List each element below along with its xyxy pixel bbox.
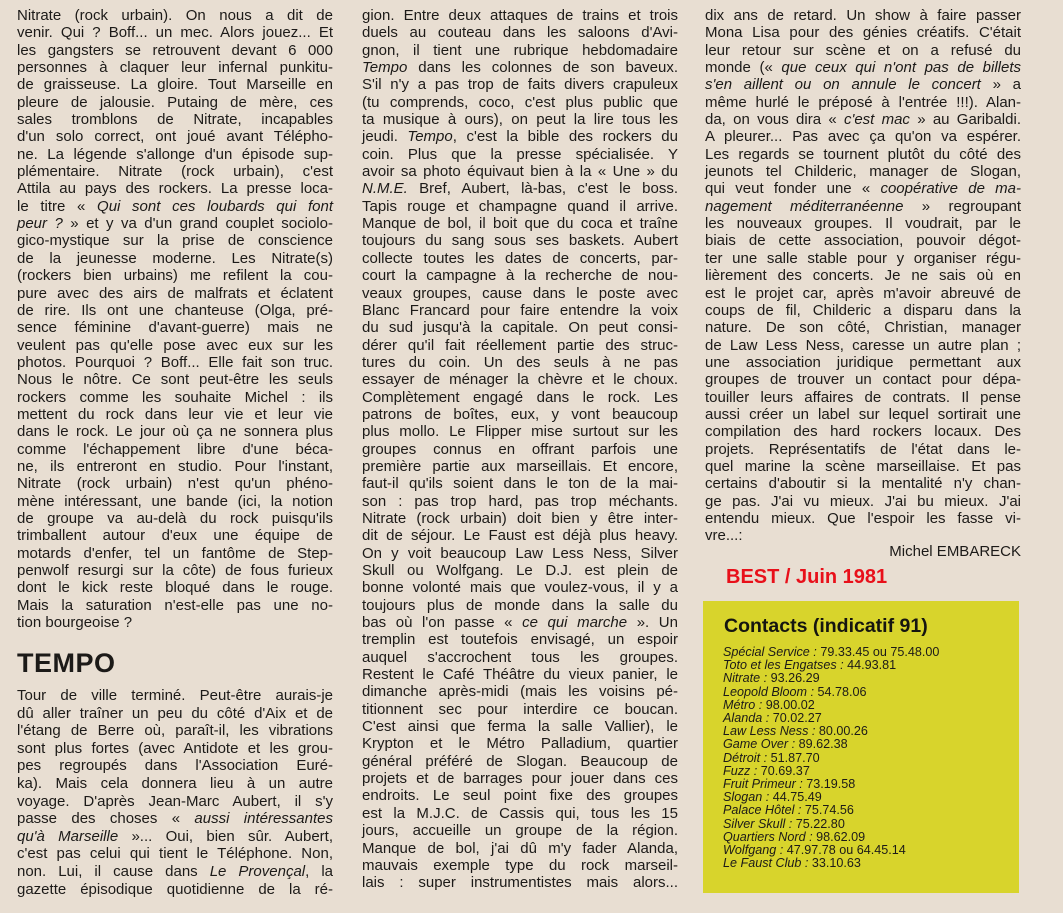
text-line: Attila au pays des rockers. La presse loca- [17,180,333,198]
text-line [705,76,1021,93]
text-line: Nitrate (rock urbain) doit bien y être inter- [362,509,678,527]
text-line: C'est ainsi que ferma la salle Vallier), le [362,718,678,736]
text-line [17,215,333,232]
text-line: Manque de bol, il boit que du coca et traîne [362,215,678,233]
text-line: veaux groupes, cause dans le poste avec [362,284,678,302]
text-line: gico-mystique sur la prise de conscience [17,232,333,250]
text-line: Nitrate (rock urbain) n'est qu'un phéno- [17,475,333,493]
italic-text: peur ? [17,215,63,233]
text-line [17,828,333,846]
text-line: Nitrate (rock urbain). On nous a dit de [17,7,333,24]
text-line: rockers comme les souhaite Michel : ils [17,388,333,406]
text-segment: jeudi. [362,128,408,146]
contact-phone: 70.69.37 [760,763,810,778]
text-line: touiller leurs affaires de contrats. Il pense [705,388,1021,406]
text-line: gnon, il tient une rubrique hebdomadaire [362,41,678,59]
italic-text: N.M.E. [362,180,408,198]
text-line: toujours plus de monde dans la salle du [362,596,678,614]
contact-entry: Slogan : 44.75.49 [723,790,822,805]
text-line: Blanc Francard pour faire entendre la voix [362,301,678,319]
contact-phone: 75.74.56 [804,803,854,818]
text-line: auquel s'accrochent tous les groupes. [362,648,678,666]
text-line: mène intéressant, une bande (ici, la notion [17,492,333,510]
text-line: mauvais exemple type du rock marseil- [362,856,678,874]
article-column-3 [705,7,1021,545]
text-line: tures du coin. Un des seuls à ne pas [362,353,678,371]
text-line [705,111,1021,128]
text-line: faut-il qu'ils soient dans le ton de la mai- [362,475,678,493]
contact-entry: Le Faust Club : 33.10.63 [723,856,861,871]
contact-name: Wolfgang [723,843,777,858]
text-line [17,863,333,881]
contact-phone: 33.10.63 [811,856,861,871]
text-line: tion bourgeoise ? [17,614,133,632]
text-line [705,198,1021,215]
contact-entry: Détroit : 51.87.70 [723,750,820,765]
text-line: gazette épisodique quotidienne de la ré- [17,880,333,898]
contact-phone: 75.22.80 [795,816,845,831]
text-line: penwolf resurgi sur la côte) de fous furieux [17,562,333,579]
source-caption: BEST / Juin 1981 [726,566,888,588]
text-segment: monde (« [705,59,782,77]
text-line [362,128,678,145]
contact-name: Fuzz [723,763,751,778]
text-line: vre...: [705,527,743,545]
text-line [362,180,678,197]
text-line: première partie aux marseillais. Et encore, [362,457,678,475]
text-line: dont le kick reste bloqué dans le rouge. [17,579,333,597]
text-line: projets et de barrages pour jouer dans ces [362,770,678,788]
article-column-1 [17,7,333,631]
text-line: Tour de ville terminé. Peut-être aurais-je [17,687,333,704]
text-line: (rockers bien urbains) me refilent la cou- [17,267,333,285]
text-line: est la M.J.C. de Cassis qui, tous les 15 [362,804,678,822]
contact-entry: Game Over : 89.62.38 [723,737,848,752]
text-segment: » et y va d'un grand couplet sociolo- [62,215,333,233]
text-line [362,614,678,631]
contact-name: Silver Skull [723,816,786,831]
contact-entry: Métro : 98.00.02 [723,697,815,712]
text-segment: , c'est la bible des rockers du [452,128,678,146]
text-segment: qui veut fonder une « [705,180,881,198]
contact-entry: Silver Skull : 75.22.80 [723,816,845,831]
text-line: coin. Plus que la presse spécialisée. Y [362,145,678,163]
contact-entry: Nitrate : 93.26.29 [723,671,820,686]
text-segment: » a [980,76,1021,94]
text-line: les gangsters se retrouvent devant 6 000 [17,41,333,59]
italic-text: Qui sont ces loubards qui font [97,197,333,215]
text-line: Mais la saturation n'est-elle pas une no- [17,596,333,614]
text-line: jours, accueille un groupe de la région. [362,822,678,840]
italic-text: que ceux qui n'ont pas de billets [781,59,1021,77]
text-line: quel marine la scène marseillaise. Et pas [705,457,1021,475]
contact-entry: Toto et les Engatses : 44.93.81 [723,658,897,673]
contact-name: Palace Hôtel [723,803,795,818]
text-line: tremplin est toutefois envisagé, un espoir [362,631,678,649]
text-line: dérer qu'il fait réellement partie des struc- [362,336,678,354]
contact-phone: 93.26.29 [770,671,820,686]
text-segment: non. Lui, il cause dans [17,862,210,880]
text-line: ka). Mais cela donnera lieu à un autre [17,774,333,792]
italic-text: coopérative de ma- [880,180,1022,198]
contact-phone: 44.93.81 [847,658,897,673]
contact-entry: Alanda : 70.02.27 [723,711,822,726]
text-line [705,180,1021,197]
text-line: dix ans de retard. Un show à faire passer [705,7,1021,24]
text-line: leur retour sur scène et on a refusé du [705,41,1021,59]
text-segment: » regroupant [903,197,1021,215]
contact-phone: 73.19.58 [806,777,856,792]
text-line: aussi créer un label sur lequel sortirait une [705,405,1021,423]
text-line: A pleurer... Pas avec ça qu'on va espérer. [705,128,1021,146]
text-line: ter une salle stable pour y organiser régu- [705,249,1021,267]
text-segment: le titre « [17,197,98,215]
contact-name: Nitrate [723,671,761,686]
text-line: est le projet car, après m'avoir abreuvé de [705,284,1021,302]
text-line: son : pas trop hard, pas trop méchants. [362,492,678,510]
text-line: nature. De son côté, Christian, manager [705,319,1021,337]
section-heading-tempo: TEMPO [17,648,116,678]
text-line: Manque de bol, j'ai dû m'y fader Alanda, [362,839,678,857]
italic-text: Tempo [407,128,453,146]
text-line: Skull ou Wolfgang. Le D.J. est plein de [362,562,678,579]
text-line: groupes de trouver un contact pour dépa- [705,371,1021,389]
contact-phone: 47.97.78 ou 64.45.14 [786,843,906,858]
contact-phone: 80.00.26 [818,724,868,739]
text-line: ta musique à ours), on peut la lire tous les [362,111,678,129]
text-line: pes regroupés dans l'Association Euré- [17,757,333,775]
text-line: certains d'aboutir si la mentalité n'y chan- [705,475,1021,493]
contact-name: Fruit Primeur [723,777,796,792]
text-line: pure avec des airs de malfrats et éclatent [17,284,333,302]
text-line: lais : super instrumentistes mais alors... [362,874,678,892]
contact-name: Law Less Ness [723,724,809,739]
text-line: groupes connus en offrant parfois une [362,440,678,458]
text-line: Tapis rouge et champagne quand il arrive. [362,197,678,215]
contacts-box [703,601,1019,893]
text-line: titionnent sec pour interdire ce boucan. [362,700,678,718]
text-line: Nous le nôtre. Ce sont peut-être les seuls [17,371,333,389]
text-segment: dans les colonnes de son baveux. [407,59,678,77]
italic-text: nagement méditerranéenne [705,197,904,215]
italic-text: c'est mac [843,111,910,129]
text-line: de graisseuse. La gloire. Tout Marseille en [17,76,333,94]
contact-phone: 98.62.09 [816,829,866,844]
text-line: gion. Entre deux attaques de trains et trois [362,7,678,24]
italic-text: aussi intéressantes [194,810,333,828]
text-line: mettent du rock dans leur vie et leur vie [17,405,333,423]
tempo-section-text [17,687,333,898]
contact-phone: 98.00.02 [765,697,815,712]
text-segment: »... Oui, bien sûr. Aubert, [118,827,333,845]
text-line: photos. Pourquoi ? Boff... Elle fait son truc. [17,353,333,371]
contact-name: Toto et les Engatses [723,658,837,673]
text-line: patrons de boîtes, eux, y vont beaucoup [362,405,678,423]
text-line: Restent le Café Théâtre du vieux panier, le [362,666,678,684]
text-line: de la jeunesse moderne. Les Nitrate(s) [17,249,333,267]
contact-entry: Quartiers Nord : 98.62.09 [723,829,866,844]
text-line: biais de cette association, pouvoir dégot- [705,232,1021,250]
text-line: dit de séjour. Le Faust est déjà plus heavy. [362,527,678,545]
text-line: veulent pas qu'elle pose avec eux sur les [17,336,333,354]
text-line [17,810,333,828]
text-line: une association juridique permettant aux [705,353,1021,371]
text-line: les nouveaux groupes. Il voudrait, par le [705,215,1021,233]
contact-phone: 44.75.49 [772,790,822,805]
text-line [705,59,1021,76]
author-signature: Michel EMBARECK [889,543,1021,560]
text-line: collecte toutes les dates de concerts, par- [362,249,678,267]
italic-text: Tempo [362,59,408,77]
text-line: d'un solo correct, ont joué avant Télépho- [17,128,333,146]
contact-entry: Law Less Ness : 80.00.26 [723,724,868,739]
contact-name: Game Over [723,737,789,752]
text-line: duels au couteau dans les saloons d'Avi- [362,24,678,42]
contacts-title: Contacts (indicatif 91) [724,615,928,637]
text-line: toujours du sang sous ses baskets. Aubert [362,232,678,250]
text-line: ne, ils entreront en studio. Pour l'instant, [17,457,333,475]
contact-entry: Fruit Primeur : 73.19.58 [723,777,856,792]
italic-text: s'en aillent ou on annule le concert [705,76,981,94]
text-line: venir. Qui ? Boff... un mec. Alors jouez... Et [17,24,333,42]
text-line: du sud jusqu'à la capitale. On peut consi- [362,319,678,337]
text-line: avoir sa photo équivaut bien à la « Une » du [362,163,678,181]
contact-entry: Fuzz : 70.69.37 [723,763,810,778]
text-segment: passe des choses « [17,810,195,828]
text-line: de groupe va au-delà du rock puisqu'ils [17,509,333,527]
text-line [362,59,678,76]
contact-name: Leopold Bloom [723,684,808,699]
contact-phone: 54.78.06 [817,684,867,699]
text-segment: Bref, Aubert, là-bas, c'est le boss. [407,180,678,198]
text-line: motards d'enfer, tel un fantôme de Step- [17,544,333,562]
text-line: même hurlé le préposé à l'entrée !!!). Alan- [705,93,1021,111]
contact-name: Quartiers Nord [723,829,806,844]
text-line: général préféré de Slogan. Beaucoup de [362,752,678,770]
contacts-list [723,646,939,870]
text-line: bonne volonté mais que voulez-vous, il y a [362,579,678,597]
text-line: dans le rock. Le jour où ça ne sonnera plus [17,423,333,441]
text-line: court la campagne à la recherche de nou- [362,267,678,285]
text-line: Krypton et le Métro Palladium, quartier [362,735,678,753]
contact-name: Détroit [723,750,761,765]
contact-name: Alanda [723,711,763,726]
text-line: c'est pas celui qui tient le Téléphone. Non, [17,845,333,863]
text-line: S'il n'y a pas trop de faits divers crapuleux [362,76,678,94]
text-line: ge pas. J'ai vu mieux. J'ai bu mieux. J'ai [705,492,1021,510]
text-segment: , la [305,862,334,880]
text-line: compilation des hard rockers locaux. Des [705,423,1021,441]
contact-entry: Wolfgang : 47.97.78 ou 64.45.14 [723,843,906,858]
contact-phone: 51.87.70 [770,750,820,765]
text-line: de rire. Ils ont une chanteuse (Olga, pré- [17,301,333,319]
text-line: endroits. Le seul point fixe des groupes [362,787,678,805]
contact-entry: Spécial Service : 79.33.45 ou 75.48.00 [723,645,940,659]
text-line: jeunots tel Childeric, manager de Slogan, [705,163,1021,181]
text-line: Mona Lisa pour des génies créatifs. C'était [705,24,1021,42]
text-line: voyage. D'après Jean-Marc Aubert, il s'y [17,792,333,810]
text-line: projets. Représentatifs de l'état dans le- [705,440,1021,458]
text-line: Les regards se tournent plutôt du côté des [705,145,1021,163]
contact-entry: Palace Hôtel : 75.74.56 [723,803,854,818]
contact-phone: 70.02.27 [772,711,822,726]
text-line: entendu mieux. Que l'espoir les fasse vi- [705,509,1021,527]
text-line: plus mollo. Le Flipper mise surtout sur les [362,423,678,441]
text-line: coups de fil, Childeric a disparu dans la [705,301,1021,319]
contact-name: Spécial Service [723,645,810,659]
text-line: sont plus fortes (avec Antidote et les grou- [17,739,333,757]
text-line: personnes à claquer leur infernal punkitu- [17,59,333,77]
text-line: de Law Less Ness, caresse un autre plan ; [705,336,1021,354]
text-segment: da, on vous dira « [705,111,844,129]
text-line: dû aller traîner un peu du côté d'Aix et de [17,704,333,722]
text-line: sales tromblons de Nitrate, incapables [17,111,333,129]
text-segment: ». Un [627,614,678,632]
italic-text: qu'à Marseille [17,827,119,845]
text-segment: bas où l'on passe « [362,614,523,632]
article-column-2 [362,7,678,892]
text-line: ne. La légende s'allonge d'un épisode sup- [17,145,333,163]
text-line: plémentaire. Nitrate (rock urbain), c'est [17,163,333,181]
text-line: pleure de jalousie. Putaing de mère, ces [17,93,333,111]
contact-entry: Leopold Bloom : 54.78.06 [723,684,867,699]
contact-phone: 89.62.38 [798,737,848,752]
text-line: l'étang de Berre où, paraît-il, les vibrations [17,722,333,740]
contact-phone: 79.33.45 ou 75.48.00 [820,645,940,659]
italic-text: ce qui marche [522,614,628,632]
contact-name: Slogan [723,790,763,805]
text-line: (tu comprends, coco, c'est plus public que [362,93,678,111]
text-line: sence féminine d'avant-guerre) mais ne [17,319,333,337]
text-segment: » au Garibaldi. [909,111,1021,129]
text-line: comme l'échappement libre d'une béca- [17,440,333,458]
contact-name: Le Faust Club [723,856,802,871]
italic-text: Le Provençal [209,862,306,880]
text-line: On y voit beaucoup Law Less Ness, Silver [362,544,678,562]
text-line: Complètement engagé dans le rock. Les [362,388,678,406]
text-line: dimanche après-midi (mais les voisins pé- [362,683,678,701]
text-line: trimballent autour d'eux une équipe de [17,527,333,545]
text-line [17,198,333,215]
contact-name: Métro [723,697,756,712]
text-line: essayer de ménager la chèvre et le choux. [362,371,678,389]
text-line: lièrement des concerts. Je ne sais où en [705,267,1021,285]
